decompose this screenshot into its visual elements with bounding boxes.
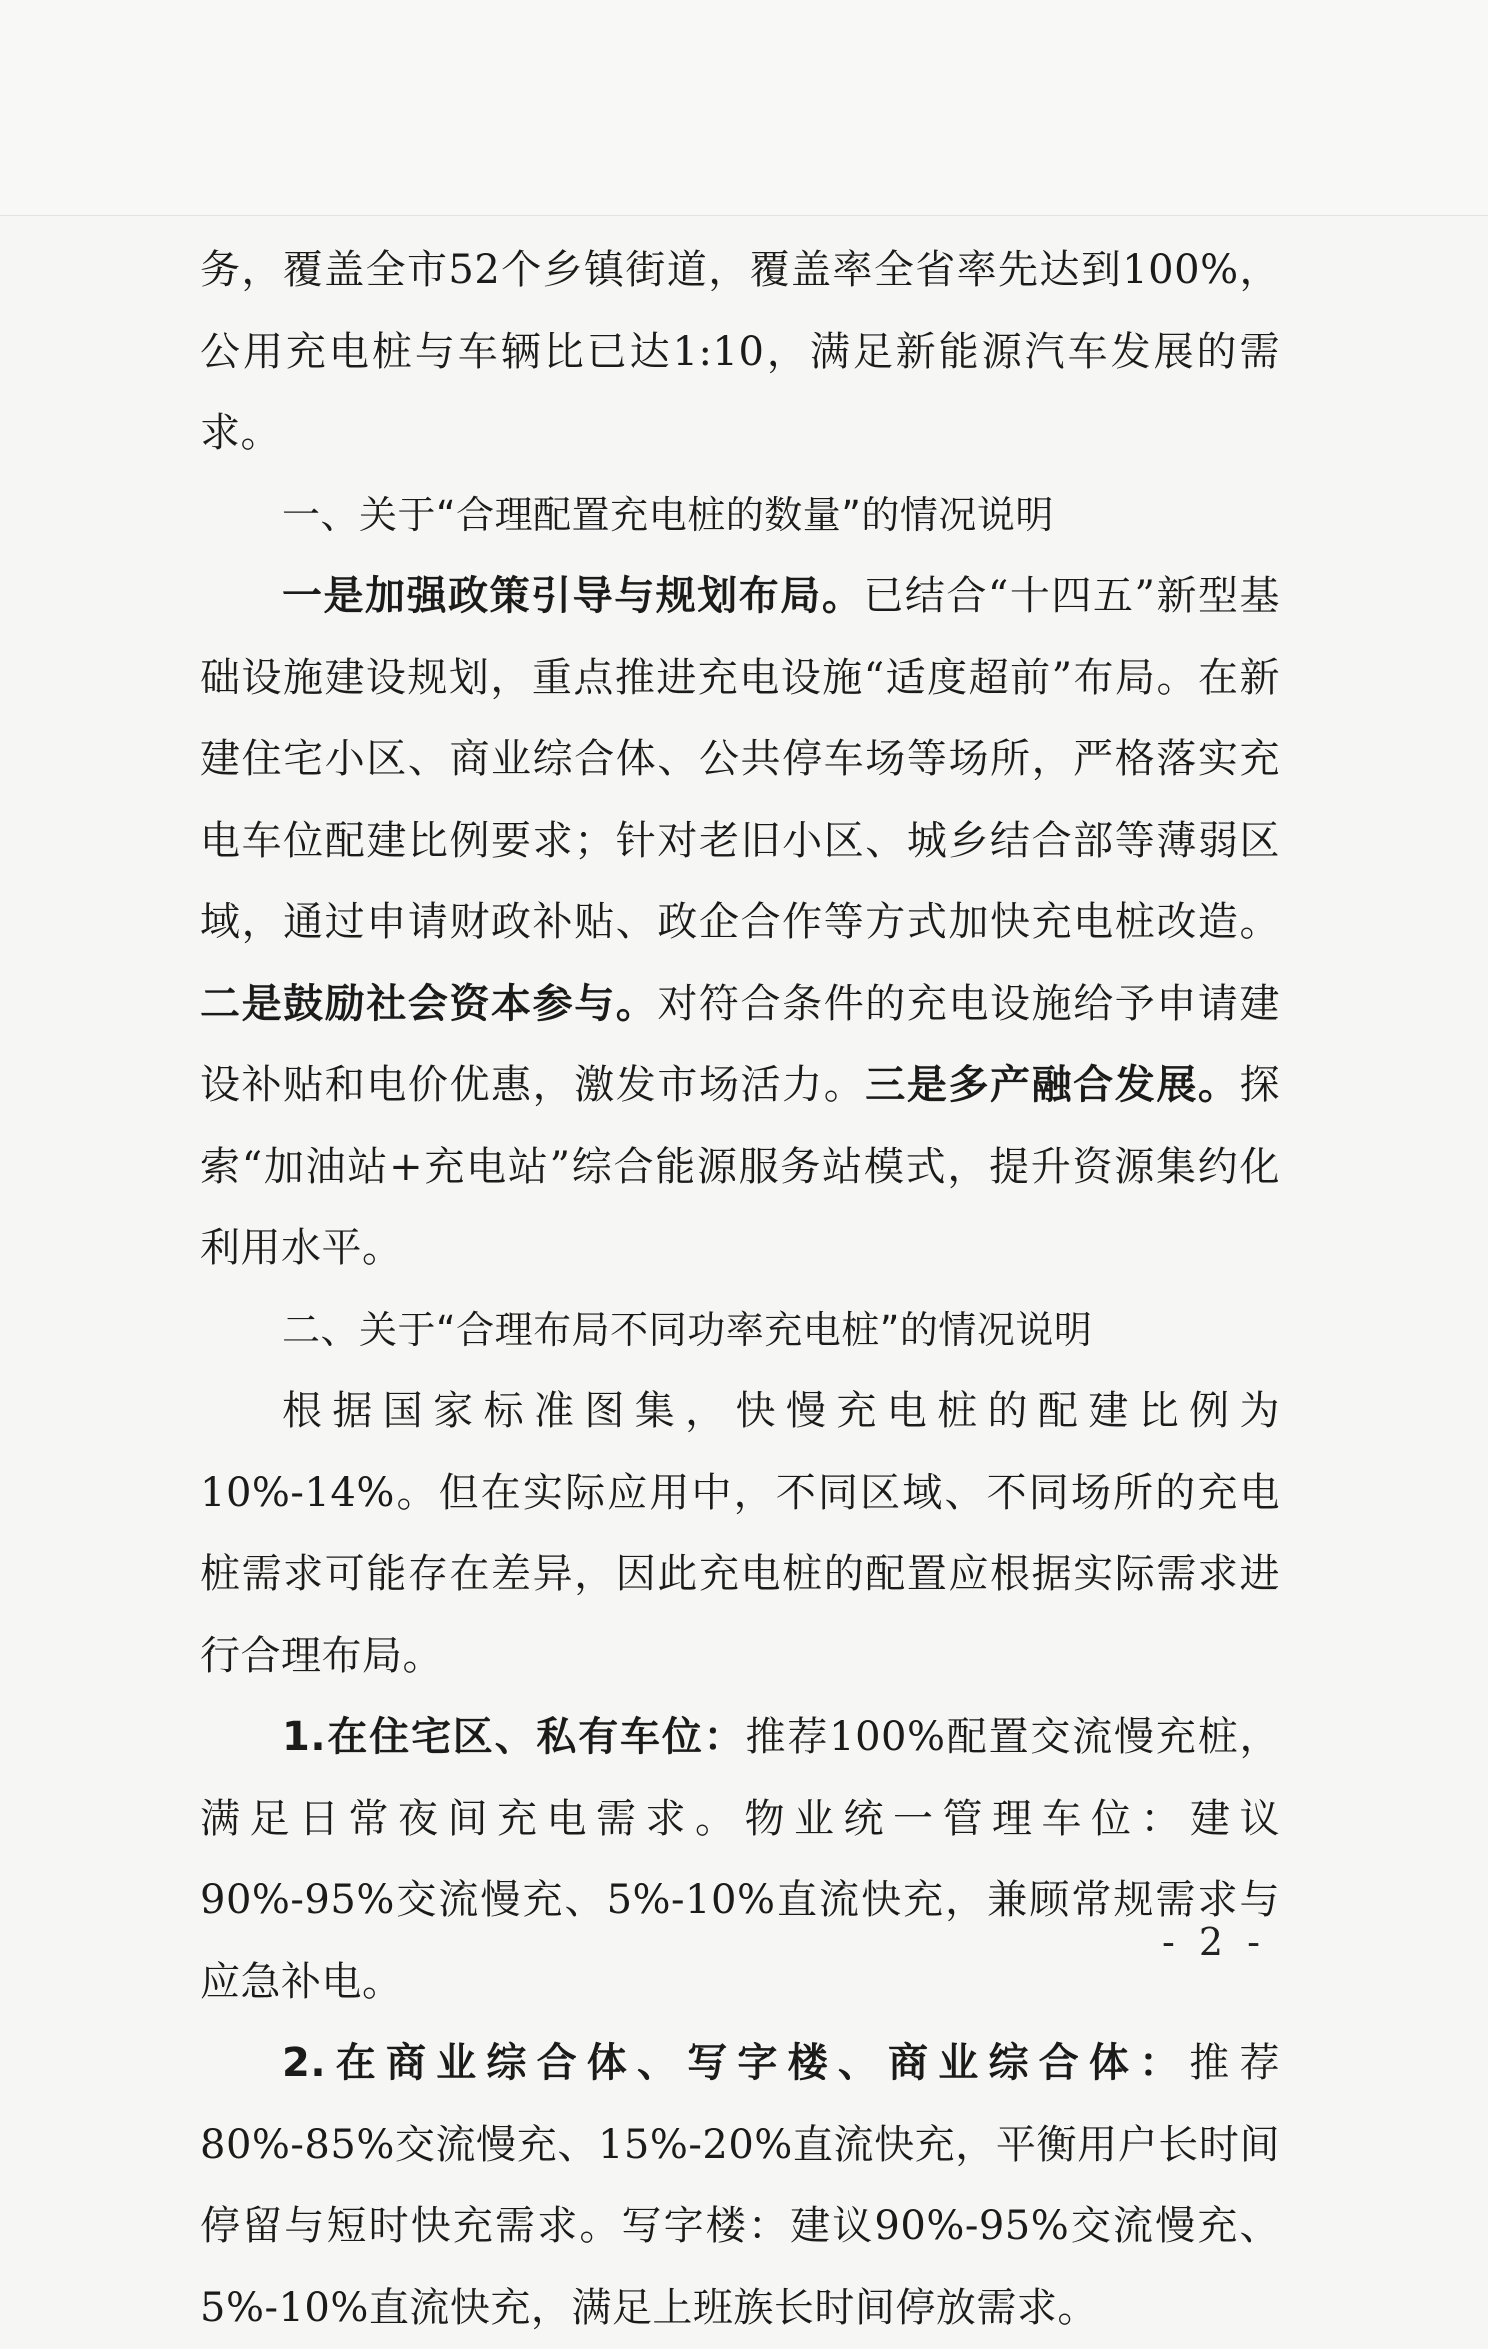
body-text-2: 对符合条件的充电设施给予申请建设补贴和电价优惠，激发市场活力。 (200, 980, 1281, 1108)
paragraph-policy (200, 556, 1280, 1290)
bold-lead-2: 二是鼓励社会资本参与。 (200, 980, 658, 1027)
paragraph-commercial (200, 2023, 1280, 2349)
page-number: - 2 - (1162, 1920, 1267, 1964)
paragraph-continued: 务，覆盖全市52个乡镇街道，覆盖率全省率先达到100%，公用充电桩与车辆比已达1:10，满足新能源汽车发展的需求。 (200, 247, 1280, 456)
bold-lead-residential: 1.在住宅区、私有车位： (282, 1714, 746, 1760)
body-text-residential: 推荐100%配置交流慢充桩，满足日常夜间充电需求。物业统一管理车位：建议90%-95%交流慢充、5%-10%直流快充，兼顾常规需求与应急补电。 (200, 1714, 1281, 2005)
bold-lead-3: 三是多产融合发展。 (865, 1062, 1240, 1108)
body-text-commercial: 推荐80%-85%交流慢充、15%-20%直流快充，平衡用户长时间停留与短时快充需求。写字楼：建议90%-95%交流慢充、5%-10%直流快充，满足上班族长时间停放需求。 (200, 2040, 1281, 2331)
section-heading-2: 二、关于“合理布局不同功率充电桩”的情况说明 (282, 1307, 1093, 1352)
paragraph-residential (200, 1697, 1280, 2023)
bold-lead-1: 一是加强政策引导与规划布局。 (282, 573, 864, 619)
paragraph-standard: 根据国家标准图集，快慢充电桩的配建比例为10%-14%。但在实际应用中，不同区域、不同场所的充电桩需求可能存在差异，因此充电桩的配置应根据实际需求进行合理布局。 (200, 1388, 1280, 1679)
body-text-3: 探索“加油站+充电站”综合能源服务站模式，提升资源集约化利用水平。 (200, 1062, 1281, 1271)
document-body (200, 230, 1280, 2349)
section-heading-1: 一、关于“合理配置充电桩的数量”的情况说明 (282, 492, 1054, 537)
bold-lead-commercial: 2.在商业综合体、写字楼、商业综合体： (282, 2040, 1190, 2086)
scan-top-margin (0, 0, 1488, 216)
body-text-1: 已结合“十四五”新型基础设施建设规划，重点推进充电设施“适度超前”布局。在新建住宅小区、商业综合体、公共停车场等场所，严格落实充电车位配建比例要求；针对老旧小区、城乡结合部等薄弱区域，通过申请财政补贴、政企合作等方式加快充电桩改造。 (200, 573, 1281, 945)
